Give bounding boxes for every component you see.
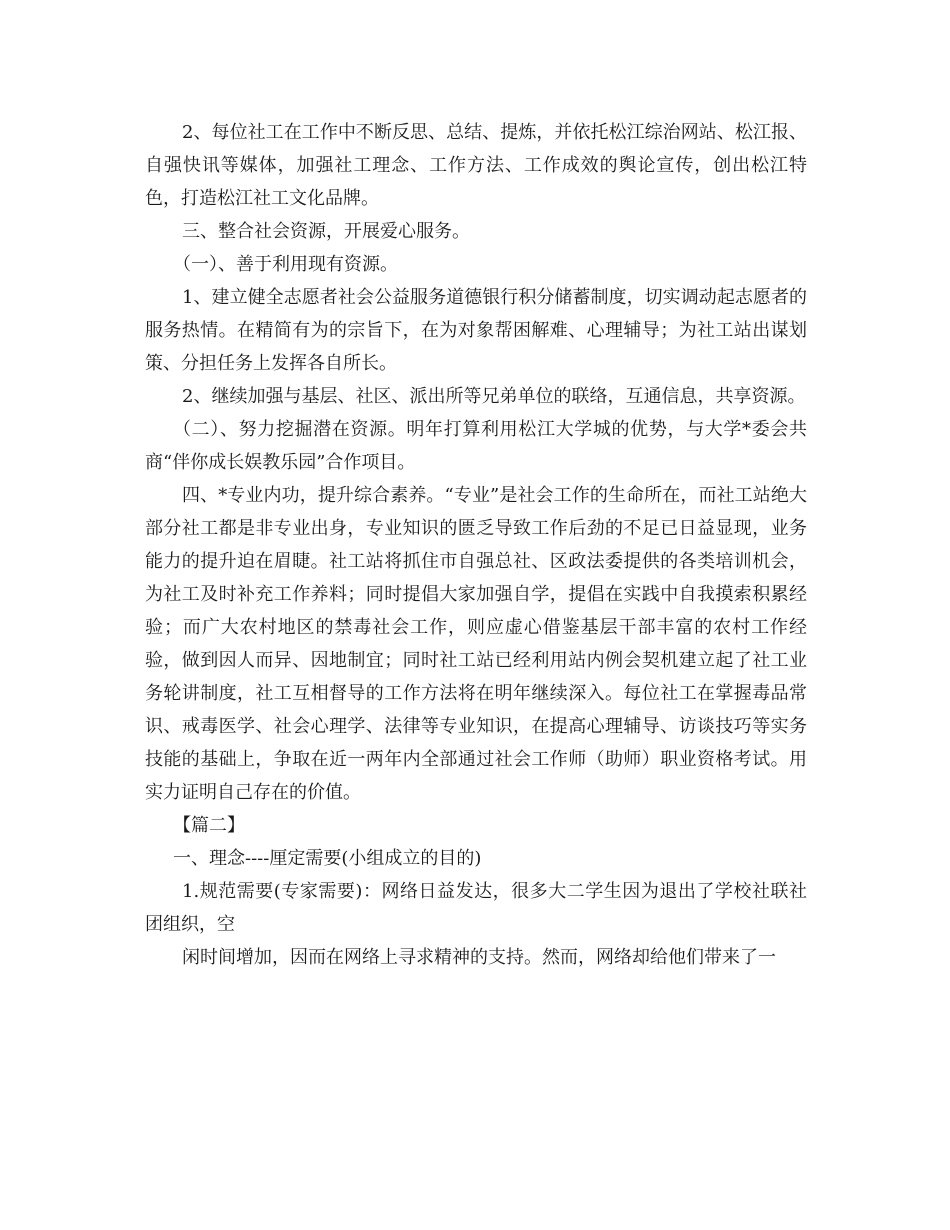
heading-section-three: 三、整合社会资源，开展爱心服务。 (182, 221, 470, 242)
subheading-existing-resources: （一）、善于利用现有资源。 (173, 254, 398, 275)
heading-concept: 一、理念----厘定需要(小组成立的目的) (173, 848, 482, 869)
subheading-potential-resources: （二）、努力挖掘潜在资源。明年打算利用松江大学城的优势，与大学*委会共商“伴你成长娱教乐园”合作项目。 (145, 419, 807, 473)
paragraph-volunteer-system: 1、建立健全志愿者社会公益服务道德银行积分储蓄制度，切实调动起志愿者的服务热情。在精简有为的宗旨下，在为对象帮困解难、心理辅导；为社工站出谋划策、分担任务上发挥各自所长。 (145, 287, 807, 374)
paragraph-media-publicity: 2、每位社工在工作中不断反思、总结、提炼，并依托松江综治网站、松江报、自强快讯等媒体，加强社工理念、工作方法、工作成效的舆论宣传，创出松江特色，打造松江社工文化品牌。 (145, 122, 807, 209)
paragraph-normative-needs: 1.规范需要(专家需要)：网络日益发达，很多大二学生因为退出了学校社联社团组织，空 (145, 881, 807, 935)
heading-part-two: 【篇二】 (173, 815, 245, 836)
paragraph-section-four: 四、*专业内功，提升综合素养。“专业”是社会工作的生命所在，而社工站绝大部分社工都是非专业出身，专业知识的匮乏导致工作后劲的不足已日益显现，业务能力的提升迫在眉睫。社工站将抓住市自强总社、区政法委提供的各类培训机会，为社工及时补充工作养料；同时提倡大家加强自学，提倡在实践中自我摸索积累经验；而广大农村地区的禁毒社会工作，则应虚心借鉴基层干部丰富的农村工作经验，做到因人而异、因地制宜；同时社工站已经利用站内例会契机建立起了社工业务轮讲制度，社工互相督导的工作方法将在明年继续深入。每位社工在掌握毒品常识、戒毒医学、社会心理学、法律等专业知识，在提高心理辅导、访谈技巧等实务技能的基础上，争取在近一两年内全部通过社会工作师（助师）职业资格考试。用实力证明自己存在的价值。 (145, 485, 807, 803)
paragraph-liaison: 2、继续加强与基层、社区、派出所等兄弟单位的联络，互通信息，共享资源。 (182, 386, 806, 407)
document-body (145, 116, 807, 974)
paragraph-free-time: 闲时间增加，因而在网络上寻求精神的支持。然而，网络却给他们带来了一 (182, 947, 776, 968)
